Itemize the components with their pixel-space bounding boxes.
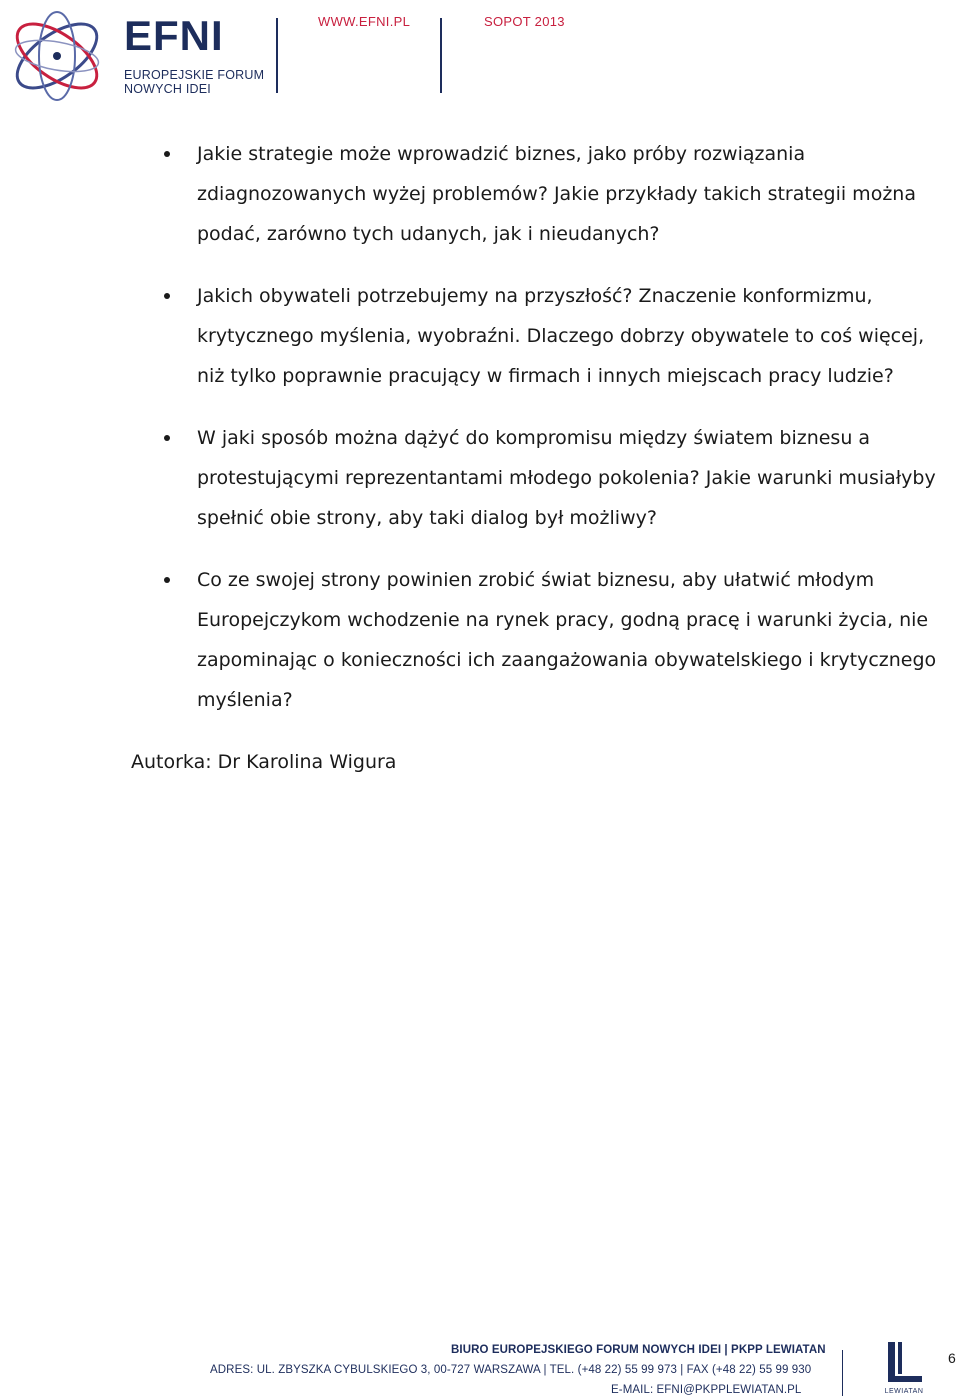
- list-item: [0, 418, 960, 538]
- footer-address: ADRES: UL. ZBYSZKA CYBULSKIEGO 3, 00-727 WARSZAWA | TEL. (+48 22) 55 99 973 | FAX (+48 22) 55 99 930: [210, 1364, 812, 1376]
- list-item: [0, 134, 960, 254]
- question-text: Jakich obywateli potrzebujemy na przyszłość? Znaczenie konformizmu, krytycznego myślenia, wyobraźni. Dlaczego dobrzy obywatele to coś więcej, niż tylko poprawnie pracujący w firmach i innych miejscach pracy ludzie?: [197, 285, 925, 387]
- brand-name: EFNI: [124, 12, 224, 59]
- header-divider: [276, 18, 278, 93]
- efni-logo-icon: [4, 4, 110, 108]
- author-line: Autorka: Dr Karolina Wigura: [131, 751, 397, 773]
- list-item: [0, 560, 960, 720]
- bullet-icon: [164, 577, 170, 583]
- brand-subtitle-line2: NOWYCH IDEI: [124, 82, 211, 96]
- page-number: 6: [948, 1350, 956, 1366]
- header-url-link[interactable]: WWW.EFNI.PL: [318, 14, 411, 29]
- brand-block: [124, 14, 264, 96]
- question-text: Co ze swojej strony powinien zrobić świat biznesu, aby ułatwić młodym Europejczykom wchodzenie na rynek pracy, godną pracę i warunki życia, nie zapominając o konieczności ich zaangażowania obywatelskiego i krytycznego myślenia?: [197, 569, 937, 711]
- brand-subtitle-line1: EUROPEJSKIE FORUM: [124, 68, 265, 82]
- list-item: [0, 276, 960, 396]
- bullet-icon: [164, 151, 170, 157]
- footer-divider: [842, 1350, 843, 1396]
- bullet-icon: [164, 435, 170, 441]
- lewiatan-logo-text: LEWIATAN: [884, 1388, 924, 1395]
- page-footer: [0, 1340, 960, 1399]
- question-text: W jaki sposób można dążyć do kompromisu między światem biznesu a protestującymi reprezentantami młodego pokolenia? Jakie warunki musiałyby spełnić obie strony, aby taki dialog był możliwy?: [197, 427, 936, 529]
- questions-list: [0, 134, 960, 742]
- header-divider: [440, 18, 442, 93]
- bullet-icon: [164, 293, 170, 299]
- footer-office-name: BIURO EUROPEJSKIEGO FORUM NOWYCH IDEI | PKPP LEWIATAN: [451, 1344, 826, 1356]
- header-place-year: SOPOT 2013: [484, 14, 565, 29]
- footer-email-link[interactable]: E-MAIL: EFNI@PKPPLEWIATAN.PL: [611, 1384, 802, 1396]
- question-text: Jakie strategie może wprowadzić biznes, jako próby rozwiązania zdiagnozowanych wyżej problemów? Jakie przykłady takich strategii można podać, zarówno tych udanych, jak i nieudanych?: [197, 143, 916, 245]
